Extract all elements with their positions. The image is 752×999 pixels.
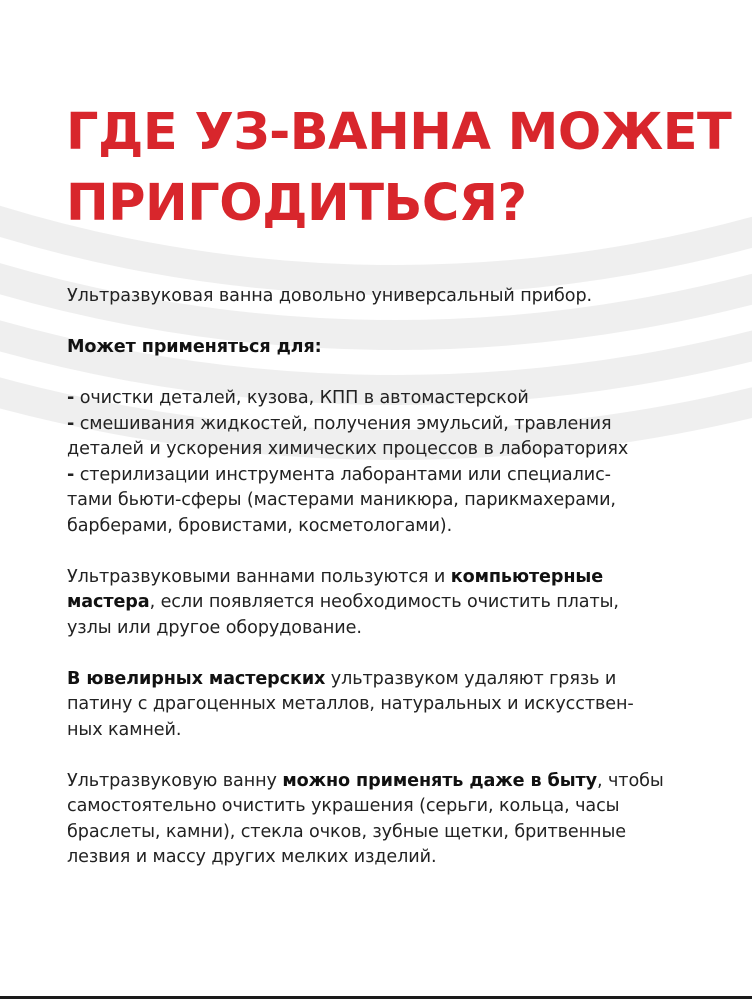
- list-item: [67, 386, 707, 412]
- list-item: [67, 412, 707, 438]
- list-dash: -: [67, 413, 75, 434]
- list-item-continuation: барберами, бровистами, косметологами).: [67, 515, 453, 536]
- list-item-continuation: деталей и ускорения химических процессов в лабораториях: [67, 439, 629, 459]
- emphasis-text: В ювелирных мастерских: [67, 668, 326, 689]
- list-dash: -: [67, 464, 75, 485]
- home-use-paragraph: Ультразвуковую ванну можно применять даже в быту, чтобы самостоятельно очистить украшения (серьги, кольца, часы браслеты, камни), стекла очков, зубные щетки, бритвенные лезвия и массу других мелких изделий.: [67, 770, 664, 867]
- list-dash: -: [67, 388, 75, 408]
- list-item-continuation: тами бьюти-сферы (мастерами маникюра, парикмахерами,: [67, 490, 616, 510]
- title-line-2: ПРИГОДИТЬСЯ?: [66, 174, 527, 233]
- emphasis-text: компьютерные: [450, 566, 604, 587]
- uses-heading: [67, 335, 707, 361]
- list-item-text: стерилизации инструмента лаборантами или специалис-: [79, 464, 611, 485]
- intro-text: Ультразвуковая ванна довольно универсальный прибор.: [67, 286, 593, 306]
- title-line-1: ГДЕ УЗ-ВАННА МОЖЕТ: [66, 103, 732, 162]
- uses-heading-text: Может применяться для:: [67, 337, 322, 357]
- article-body: [67, 284, 707, 871]
- computers-paragraph: Ультразвуковыми ваннами пользуются и компьютерные мастера, если появляется необходимость очистить платы, узлы или другое оборудование.: [67, 566, 619, 638]
- list-item: [67, 463, 707, 489]
- list-item-text: смешивания жидкостей, получения эмульсий, травления: [79, 413, 612, 434]
- uses-list: [67, 386, 707, 539]
- emphasis-text: мастера: [67, 592, 150, 612]
- jewelry-paragraph: В ювелирных мастерских ультразвуком удаляют грязь и патину с драгоценных металлов, натуральных и искусствен- ных камней.: [67, 668, 634, 740]
- page-title: [66, 97, 736, 239]
- list-item-text: очистки деталей, кузова, КПП в автомастерской: [79, 388, 529, 408]
- emphasis-text: можно применять даже в быту: [282, 770, 598, 791]
- intro-paragraph: [67, 284, 707, 310]
